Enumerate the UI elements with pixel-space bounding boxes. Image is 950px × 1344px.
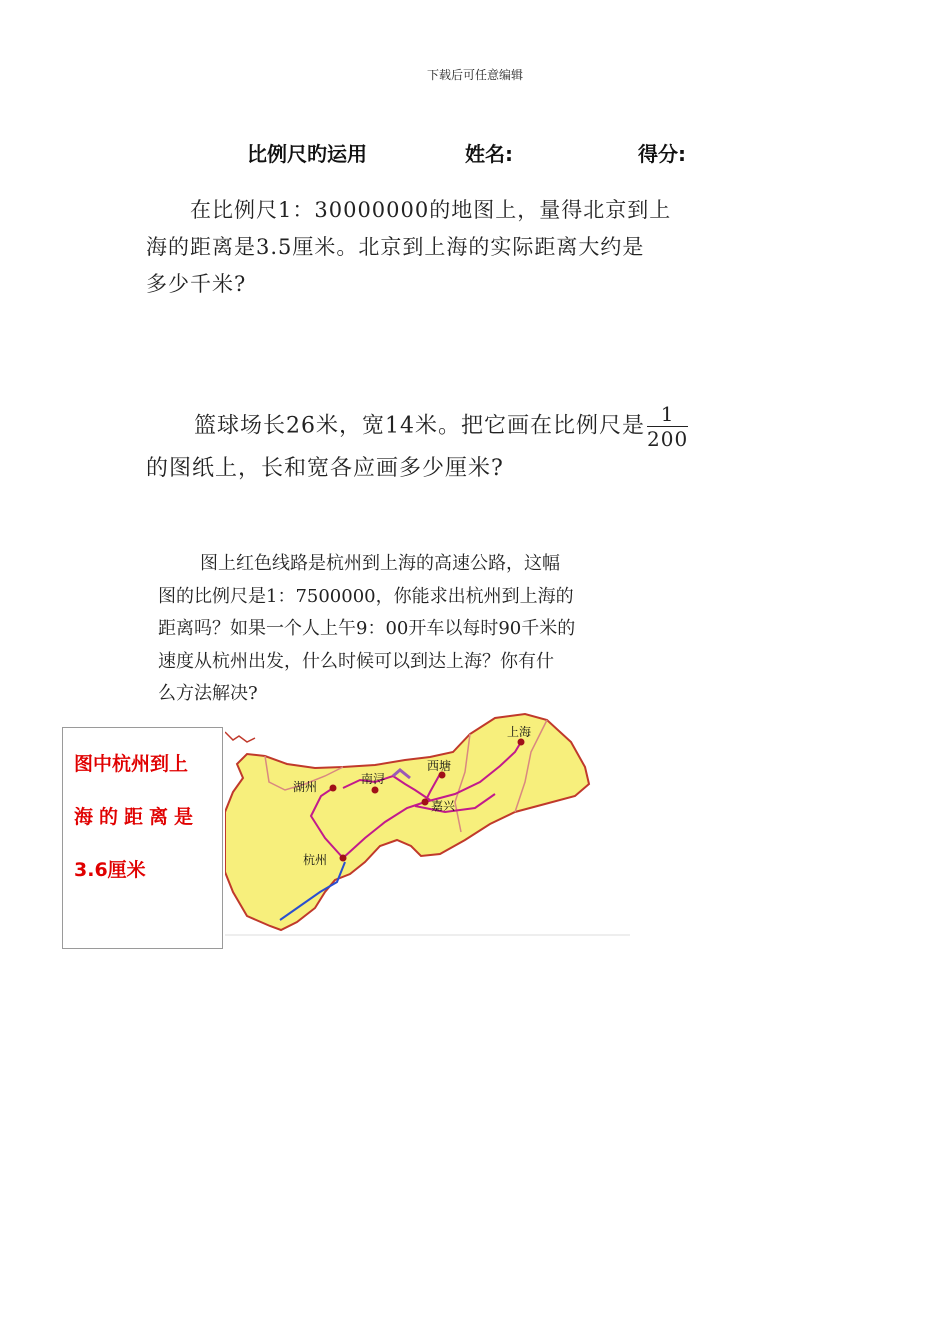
map-coast	[225, 732, 255, 742]
label-hangzhou: 杭州	[303, 853, 328, 867]
label-xitang: 西塘	[427, 759, 452, 773]
header-note: 下载后可任意编辑	[426, 68, 523, 82]
fraction-numerator: 1	[647, 404, 688, 427]
city-dot-nanxun	[372, 787, 379, 794]
label-jiaxing: 嘉兴	[431, 799, 456, 813]
fraction-denominator: 200	[647, 427, 689, 451]
score-label: 得分:	[638, 142, 686, 166]
question-2-text-1: 篮球场长26米，宽14米。把它画在比例尺是	[194, 413, 645, 439]
city-dot-hangzhou	[340, 855, 347, 862]
callout-line-1: 图中杭州到上	[74, 753, 189, 775]
question-3-line-1: 图上红色线路是杭州到上海的高速公路，这幅	[200, 553, 560, 574]
label-nanxun: 南浔	[361, 772, 386, 786]
question-3-line-5: 么方法解决?	[158, 683, 258, 704]
question-2-line-2: 的图纸上，长和宽各应画多少厘米?	[146, 456, 504, 481]
question-1-line-1: 在比例尺1：30000000的地图上，量得北京到上	[190, 198, 672, 222]
city-dot-jiaxing	[422, 799, 429, 806]
question-1-line-2: 海的距离是3.5厘米。北京到上海的实际距离大约是	[146, 235, 645, 259]
question-3-line-3: 距离吗？如果一个人上午9：00开车以每时90千米的	[158, 618, 576, 639]
answer-callout-box	[62, 727, 223, 949]
question-1	[146, 192, 706, 303]
callout-line-3: 3.6厘米	[74, 859, 146, 881]
worksheet-title: 比例尺旳运用	[247, 142, 367, 166]
question-1-line-3: 多少千米?	[146, 272, 247, 296]
name-label: 姓名:	[465, 142, 513, 166]
city-dot-shanghai	[518, 739, 525, 746]
question-3	[158, 548, 630, 710]
question-3-line-4: 速度从杭州出发，什么时候可以到达上海？你有什	[158, 650, 554, 672]
scale-fraction	[647, 404, 688, 449]
hangzhou-shanghai-map	[225, 712, 630, 937]
label-huzhou: 湖州	[293, 780, 318, 794]
question-2	[146, 404, 746, 489]
callout-line-2: 海的距离是	[74, 806, 200, 828]
question-3-line-2: 图的比例尺是1：7500000，你能求出杭州到上海的	[158, 585, 574, 607]
city-dot-huzhou	[330, 785, 337, 792]
question-2-line-1	[146, 404, 746, 449]
label-shanghai: 上海	[507, 725, 532, 739]
